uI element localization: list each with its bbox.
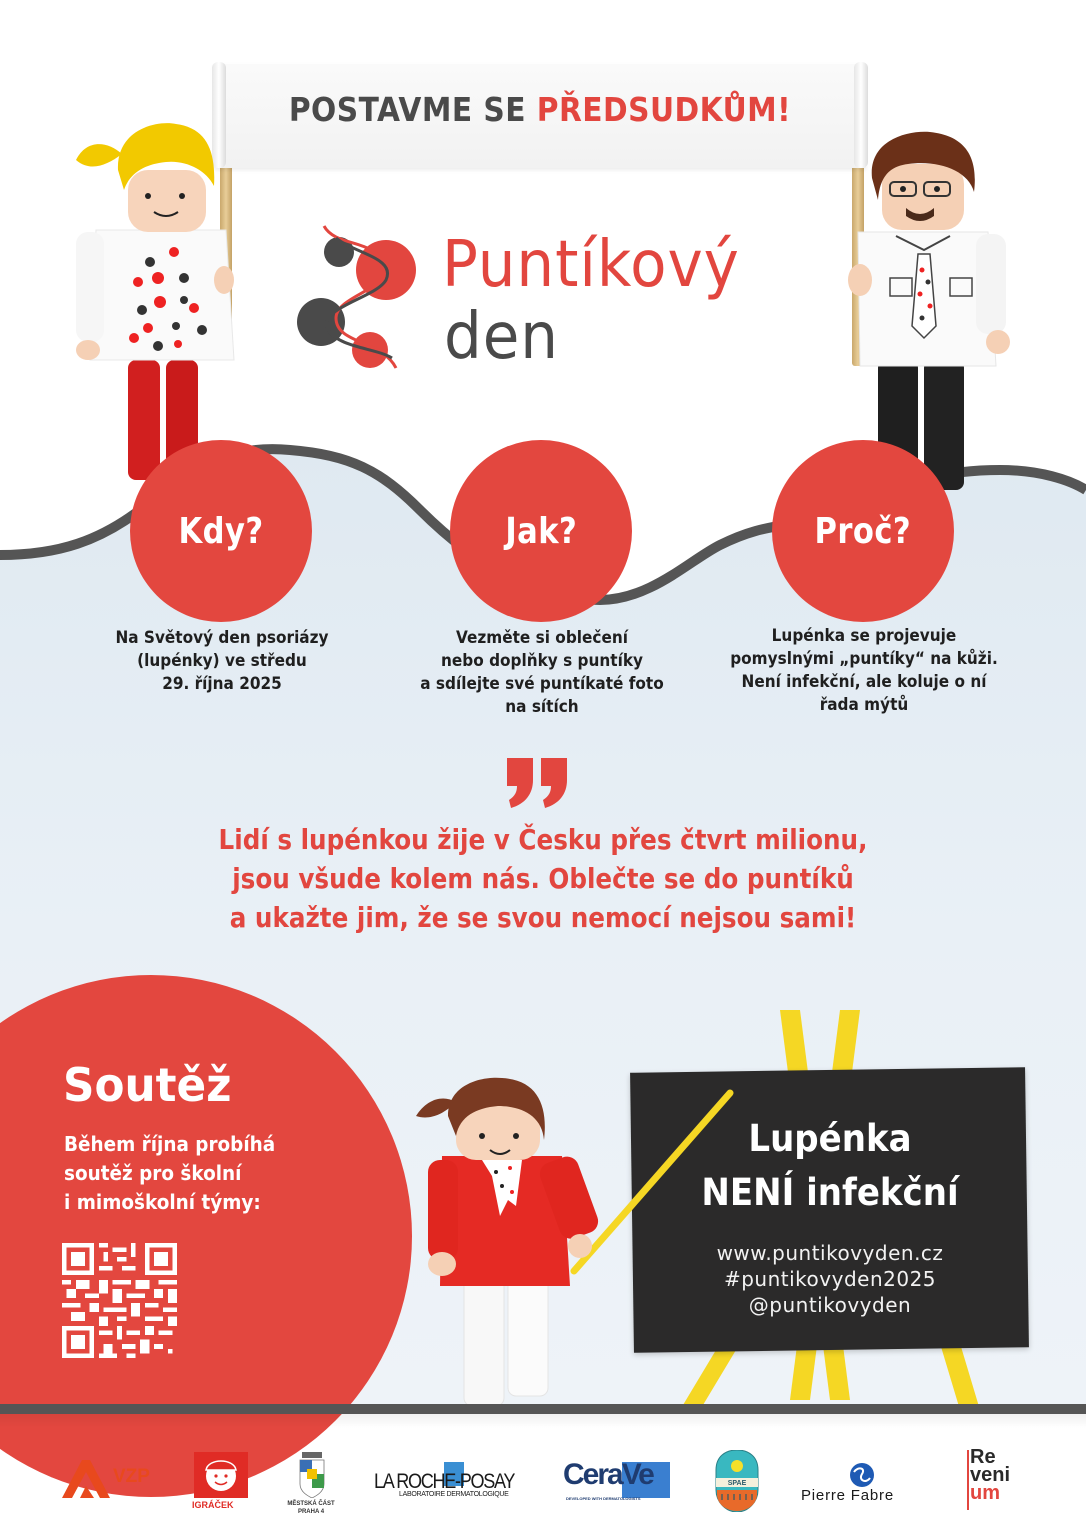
vzp-logo-text: VZP [113,1466,150,1487]
vzp-logo-icon [62,1460,112,1500]
banner [214,64,866,168]
question-circle-kdy [130,440,312,622]
praha4-coat-of-arms-icon [298,1452,326,1498]
question-text-proc: Lupénka se projevuje pomyslnými „puntíky“ na kůži. Není infekční, ale koluje o ní řada mýtů [730,626,998,715]
question-label-kdy: Kdy? [178,510,264,552]
question-label-jak: Jak? [505,510,577,552]
banner-title: POSTAVME SE PŘEDSUDKŮM! [288,90,792,129]
logo-word-puntikovy: Puntíkový [442,228,740,302]
spae-logo-icon [714,1450,760,1512]
logo-word-den: den [444,300,559,374]
cerave-logo-text: CeraVe [563,1458,653,1491]
quote-mark-icon [503,752,573,812]
question-circle-proc [772,440,954,622]
quote-text: Lidí s lupénkou žije v Česku přes čtvrt milionu, jsou všude kolem nás. Oblečte se do puntíků a ukažte jim, že se svou nemocí nejsou sami! [218,823,868,934]
question-circle-jak [450,440,632,622]
pierre-fabre-logo-icon [848,1462,876,1488]
cerave-subtitle: DEVELOPED WITH DERMATOLOGISTS [566,1496,641,1501]
svg-text:SPAE: SPAE [727,1480,747,1487]
bottom-divider-shadow [0,1414,1086,1428]
revenium-logo-text: Re veni um [970,1446,1011,1504]
hashtag-text: #puntikovyden2025 [723,1267,937,1291]
qr-code-icon[interactable] [62,1243,177,1358]
blackboard-title: Lupénka NENÍ infekční [701,1117,959,1214]
contest-title: Soutěž [63,1058,232,1112]
laroche-posay-subtitle: LABORATOIRE DERMATOLOGIQUE [399,1491,509,1498]
revenium-logo-bar [967,1450,969,1510]
praha4-logo-text: MĚSTSKÁ ČÁST PRAHA 4 [287,1501,335,1515]
bottom-divider [0,1404,1086,1414]
website-link[interactable]: www.puntikovyden.cz [716,1241,944,1265]
igracek-logo-text: IGRÁČEK [192,1500,234,1510]
social-handle: @puntikovyden [748,1293,912,1317]
question-text-jak: Vezměte si oblečení nebo doplňky s puntíky a sdílejte své puntíkaté foto na sítích [420,628,664,717]
teacher-figure-red-top [412,1076,612,1416]
dots-wave-logo-icon [296,218,421,376]
contest-description: Během října probíhá soutěž pro školní i mimoškolní týmy: [64,1132,276,1214]
igracek-logo-icon [194,1452,248,1498]
question-text-kdy: Na Světový den psoriázy (lupénky) ve středu 29. října 2025 [115,628,329,694]
laroche-posay-logo-text: LA ROCHE-POSAY [374,1470,515,1493]
blackboard-links [640,1240,1020,1318]
pierre-fabre-logo-text: Pierre Fabre [801,1487,894,1504]
question-label-proc: Proč? [814,510,912,552]
